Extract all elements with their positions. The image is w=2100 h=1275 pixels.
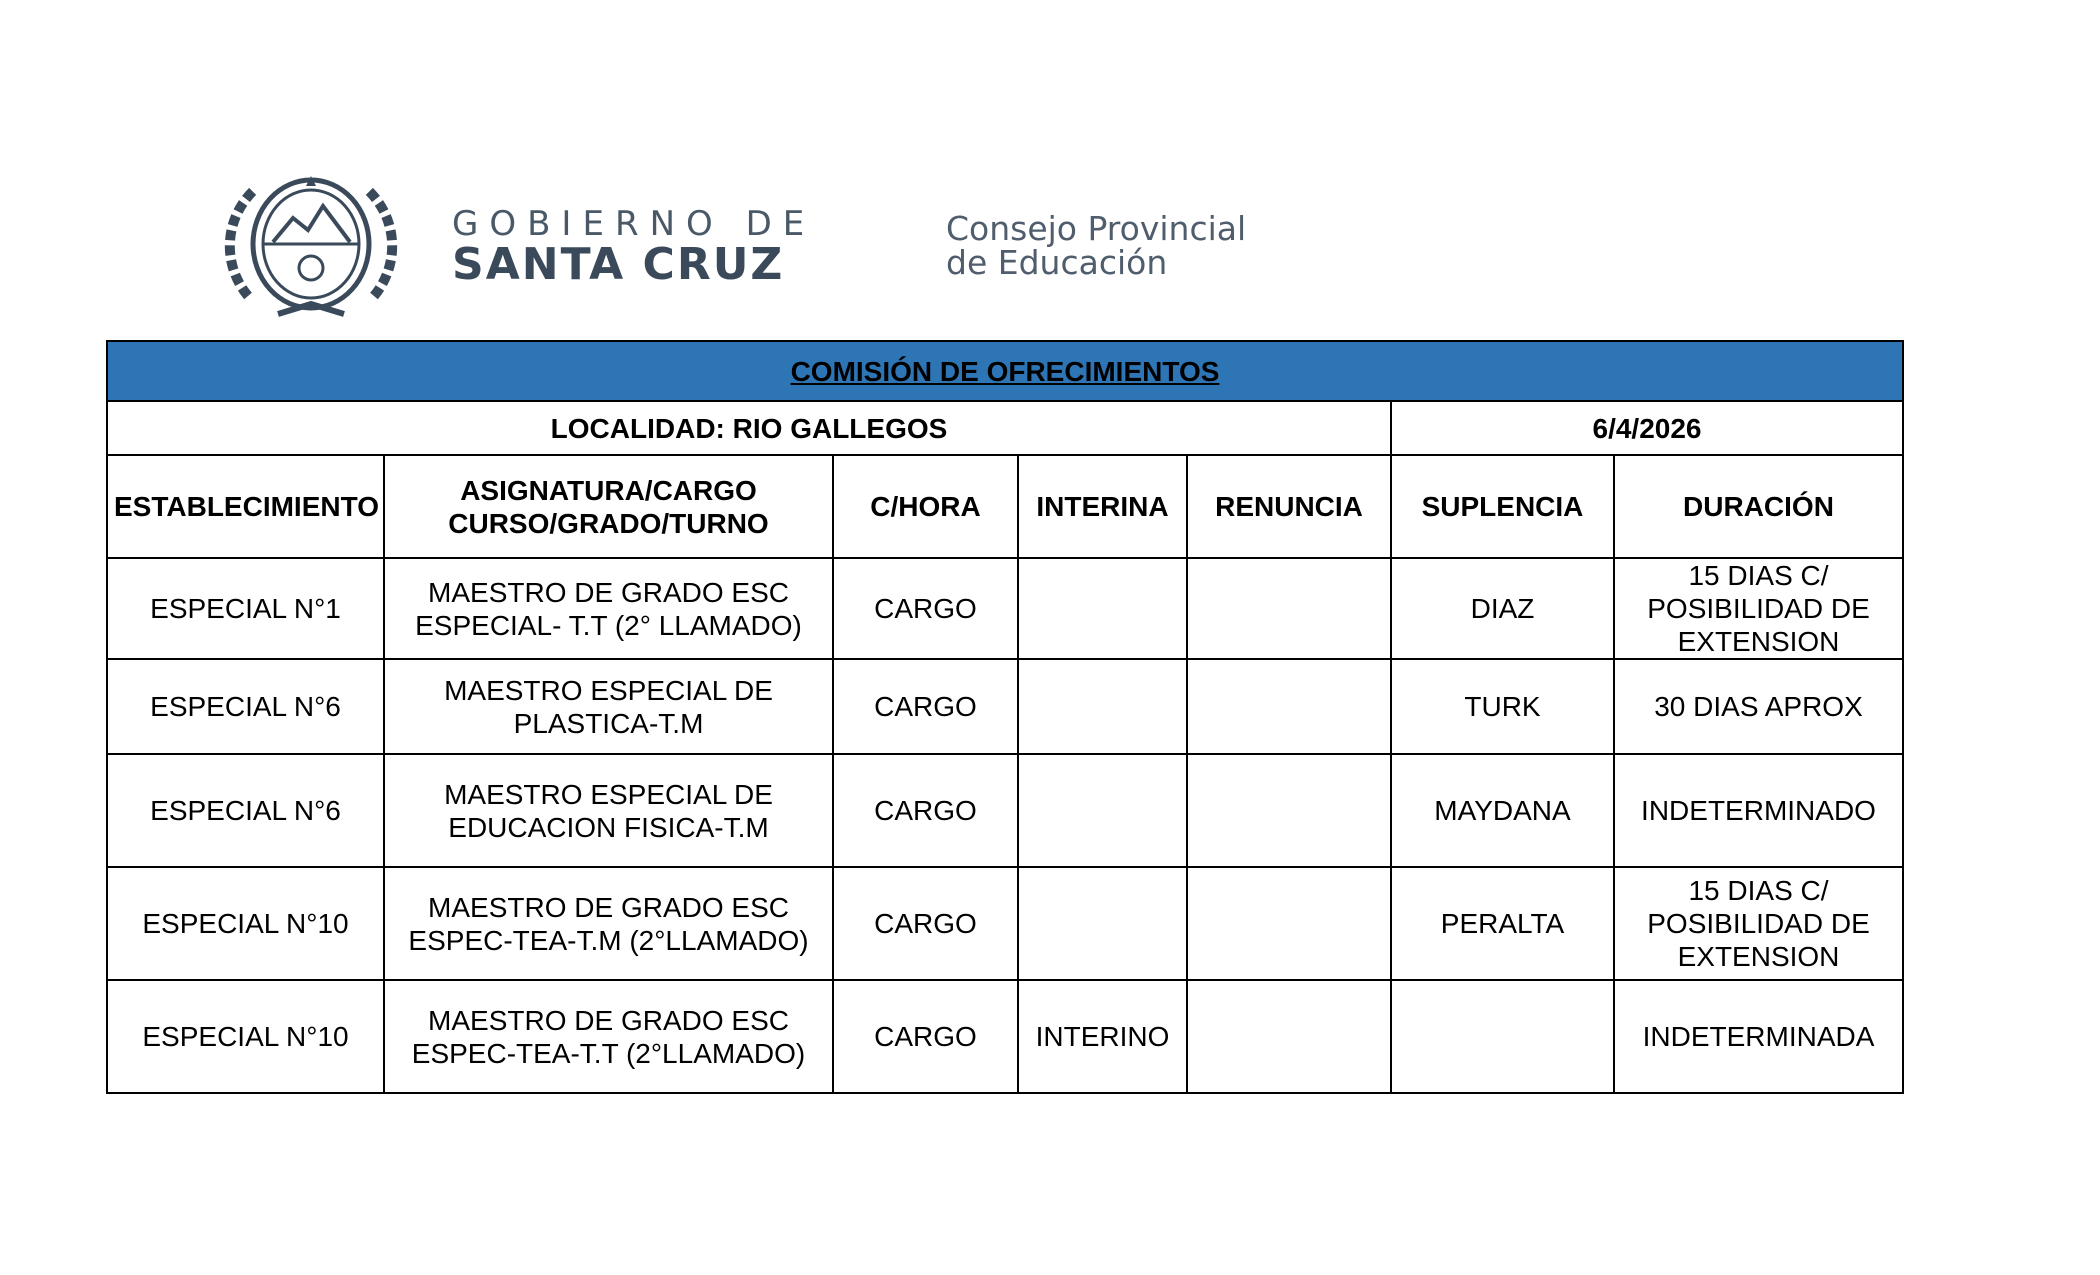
council-line-1: Consejo Provincial [946,209,1247,248]
cell-renuncia [1187,754,1391,867]
col-header-interina: INTERINA [1018,455,1187,558]
cell-asignatura-line: ESPEC-TEA-T.M (2°LLAMADO) [408,924,809,956]
cell-asignatura-line: ESPEC-TEA-T.T (2°LLAMADO) [411,1037,806,1069]
cell-asignatura-line: EDUCACION FISICA-T.M [448,811,769,843]
cell-suplencia [1391,980,1614,1093]
col-header-duracion: DURACIÓN [1614,455,1903,558]
cell-interina [1018,659,1187,754]
cell-chora: CARGO [833,867,1018,980]
sheet-title: COMISIÓN DE OFRECIMIENTOS [107,341,1903,401]
col-header-chora: C/HORA [833,455,1018,558]
gov-line-2: SANTA CRUZ [452,239,785,290]
cell-chora: CARGO [833,659,1018,754]
col-header-asignatura-text: ASIGNATURA/CARGO CURSO/GRADO/TURNO [448,474,769,539]
cell-asignatura-line: MAESTRO DE GRADO ESC [428,891,789,923]
cell-duracion: INDETERMINADO [1614,754,1903,867]
offers-table [106,340,1904,1094]
cell-renuncia [1187,659,1391,754]
title-row [107,341,1903,401]
cell-asignatura [384,754,833,867]
cell-chora: CARGO [833,980,1018,1093]
province-seal-icon [218,166,404,326]
cell-duracion-line: EXTENSION [1677,626,1840,657]
table-row [107,754,1903,867]
cell-asignatura [384,867,833,980]
cell-suplencia: PERALTA [1391,867,1614,980]
table-row [107,659,1903,754]
cell-interina [1018,867,1187,980]
cell-renuncia [1187,558,1391,659]
cell-interina [1018,558,1187,659]
locality: LOCALIDAD: RIO GALLEGOS [107,401,1391,455]
table-row [107,867,1903,980]
cell-renuncia [1187,980,1391,1093]
cell-asignatura-line: ESPECIAL- T.T (2° LLAMADO) [415,609,802,641]
cell-interina [1018,754,1187,867]
date: 6/4/2026 [1391,401,1903,455]
table-row [107,558,1903,659]
cell-duracion-line: POSIBILIDAD DE [1647,908,1870,939]
col-header-renuncia: RENUNCIA [1187,455,1391,558]
col-header-asignatura [384,455,833,558]
gov-line-1: GOBIERNO DE [452,204,816,244]
cell-suplencia: TURK [1391,659,1614,754]
cell-asignatura-line: MAESTRO DE GRADO ESC [428,576,789,608]
col-header-suplencia: SUPLENCIA [1391,455,1614,558]
government-logo-text [452,206,815,288]
cell-duracion-line: 15 DIAS C/ [1688,560,1829,591]
cell-chora: CARGO [833,558,1018,659]
cell-asignatura-line: PLASTICA-T.M [513,707,704,739]
cell-establecimiento: ESPECIAL N°10 [107,867,384,980]
cell-duracion: INDETERMINADA [1614,980,1903,1093]
council-line-2: de Educación [946,243,1168,282]
cell-interina: INTERINO [1018,980,1187,1093]
cell-asignatura-line: MAESTRO DE GRADO ESC [428,1004,789,1036]
cell-duracion-line: 15 DIAS C/ [1688,875,1829,906]
cell-suplencia: DIAZ [1391,558,1614,659]
cell-establecimiento: ESPECIAL N°1 [107,558,384,659]
cell-chora: CARGO [833,754,1018,867]
cell-asignatura-line: MAESTRO ESPECIAL DE [444,674,773,706]
cell-duracion [1614,867,1903,980]
locality-row [107,401,1903,455]
cell-duracion [1614,558,1903,659]
cell-renuncia [1187,867,1391,980]
cell-suplencia: MAYDANA [1391,754,1614,867]
cell-duracion-line: POSIBILIDAD DE [1647,593,1870,624]
cell-asignatura [384,558,833,659]
cell-asignatura [384,659,833,754]
col-header-establecimiento: ESTABLECIMIENTO [107,455,384,558]
cell-establecimiento: ESPECIAL N°6 [107,754,384,867]
document-header [218,166,1418,326]
cell-asignatura [384,980,833,1093]
cell-duracion-line: EXTENSION [1677,941,1840,972]
column-header-row [107,455,1903,558]
cell-establecimiento: ESPECIAL N°10 [107,980,384,1093]
table-row [107,980,1903,1093]
cell-establecimiento: ESPECIAL N°6 [107,659,384,754]
cell-duracion: 30 DIAS APROX [1614,659,1903,754]
cell-asignatura-line: MAESTRO ESPECIAL DE [444,778,773,810]
council-logo-text [946,209,1247,282]
